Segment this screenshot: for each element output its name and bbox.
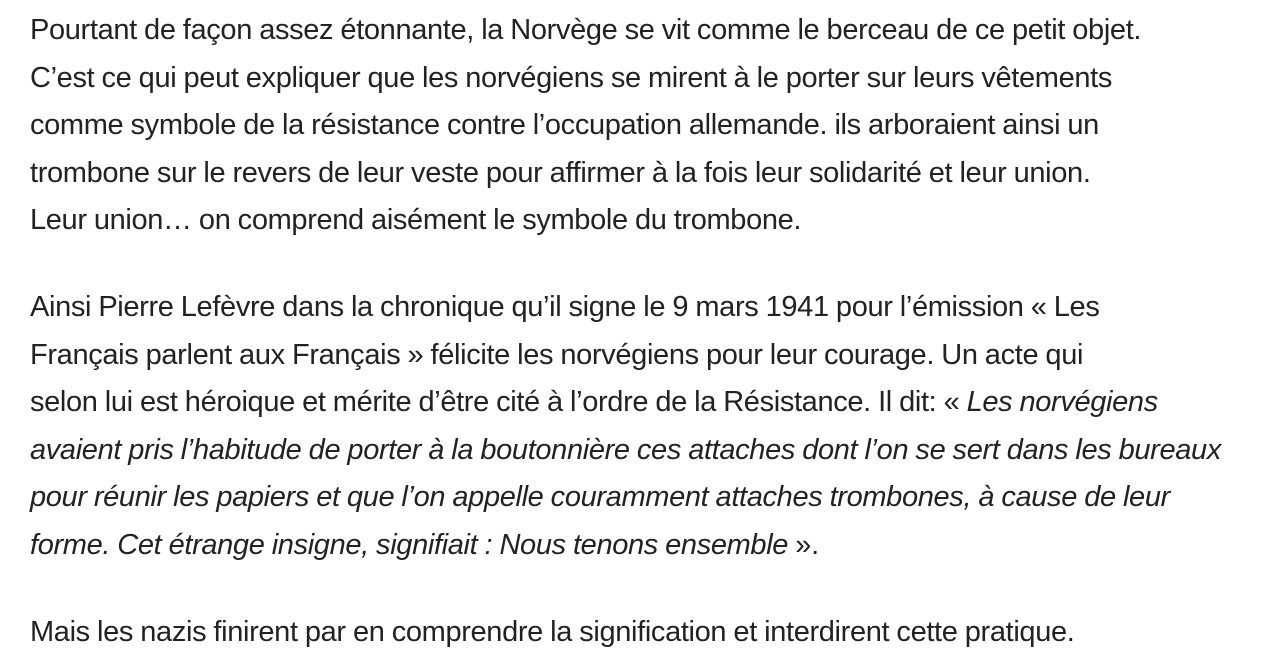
paragraph-line: Français parlent aux Français » félicite les norvégiens pour leur courage. Un acte qui: [30, 338, 1084, 371]
paragraph-line: Ainsi Pierre Lefèvre dans la chronique qu’il signe le 9 mars 1941 pour l’émission « Les: [30, 291, 1100, 323]
paragraph-line: Mais les nazis finirent par en comprendre la signification et interdirent cette pratique.: [30, 616, 1075, 648]
paragraph-norway-symbol: [30, 7, 1141, 245]
paragraph-line: Leur union… on comprend aisément le symbole du trombone.: [30, 204, 802, 236]
paragraph-line: C’est ce qui peut expliquer que les norvégiens se mirent à le porter sur leurs vêtements: [30, 61, 1112, 94]
quoted-line: avaient pris l’habitude de porter à la boutonnière ces attaches dont l’on se sert dans les bureaux: [30, 433, 1221, 466]
paragraph-line: [30, 379, 1221, 427]
paragraph-line: Pourtant de façon assez étonnante, la Norvège se vit comme le berceau de ce petit objet.: [30, 14, 1142, 46]
closing-quote: ».: [788, 528, 819, 561]
quoted-text: forme. Cet étrange insigne, signifiait : Nous tenons ensemble: [30, 528, 789, 561]
paragraph-line: trombone sur le revers de leur veste pour affirmer à la fois leur solidarité et leur union.: [30, 156, 1091, 189]
plain-text: selon lui est héroique et mérite d’être cité à l’ordre de la Résistance. Il dit: «: [30, 386, 967, 418]
paragraph-line: comme symbole de la résistance contre l’occupation allemande. ils arboraient ainsi un: [30, 109, 1099, 141]
quoted-text: Les norvégiens: [966, 386, 1158, 418]
paragraph-nazi-ban: [30, 609, 1074, 657]
quoted-line: pour réunir les papiers et que l’on appelle couramment attaches trombones, à cause de leur: [30, 481, 1170, 513]
paragraph-pierre-lefevre: [30, 284, 1221, 569]
paragraph-line: [30, 522, 1221, 570]
